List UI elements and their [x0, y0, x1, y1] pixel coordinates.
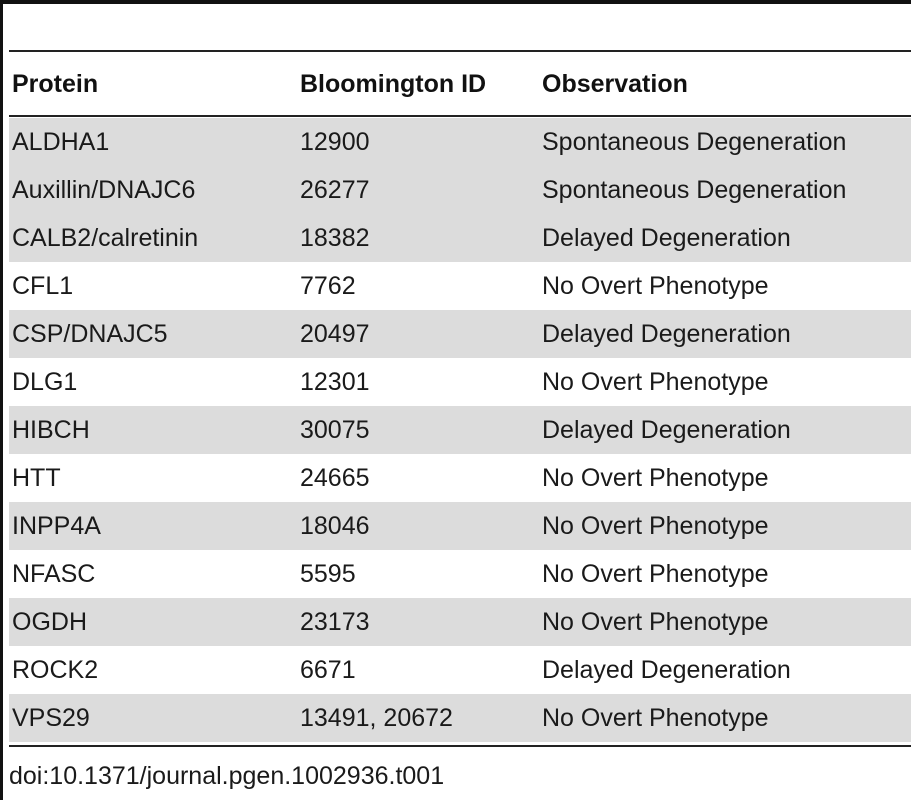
cell-bloomington-id: 13491, 20672: [300, 703, 453, 732]
cell-protein: CSP/DNAJC5: [12, 319, 168, 348]
cell-bloomington-id: 12900: [300, 127, 370, 156]
cell-observation: No Overt Phenotype: [542, 559, 769, 588]
table-bottom-rule: [9, 745, 911, 747]
cell-observation: Delayed Degeneration: [542, 319, 791, 348]
header-observation: Observation: [542, 70, 688, 98]
cell-protein: CALB2/calretinin: [12, 223, 199, 252]
table-row: [9, 646, 911, 694]
cell-bloomington-id: 20497: [300, 319, 370, 348]
cell-protein: VPS29: [12, 703, 90, 732]
header-bloomington-id: Bloomington ID: [300, 70, 487, 98]
cell-bloomington-id: 18382: [300, 223, 370, 252]
cell-protein: OGDH: [12, 607, 87, 636]
table-row: [9, 214, 911, 262]
cell-protein: CFL1: [12, 271, 74, 300]
cell-protein: HTT: [12, 463, 61, 492]
cell-bloomington-id: 6671: [300, 655, 356, 684]
table-row: [9, 166, 911, 214]
cell-bloomington-id: 24665: [300, 463, 370, 492]
left-border-rule: [0, 0, 3, 800]
table-row: [9, 454, 911, 502]
cell-protein: HIBCH: [12, 415, 90, 444]
doi-caption: doi:10.1371/journal.pgen.1002936.t001: [9, 762, 445, 790]
table-row: [9, 502, 911, 550]
table-header-row: [9, 62, 911, 107]
table-row: [9, 358, 911, 406]
cell-protein: Auxillin/DNAJC6: [12, 175, 196, 204]
table-row: [9, 310, 911, 358]
table-row: [9, 694, 911, 742]
cell-observation: Spontaneous Degeneration: [542, 175, 847, 204]
header-protein: Protein: [12, 70, 99, 98]
cell-bloomington-id: 30075: [300, 415, 370, 444]
cell-bloomington-id: 5595: [300, 559, 356, 588]
cell-observation: No Overt Phenotype: [542, 463, 769, 492]
cell-protein: INPP4A: [12, 511, 101, 540]
header-bottom-rule: [9, 115, 911, 117]
cell-bloomington-id: 7762: [300, 271, 356, 300]
cell-observation: No Overt Phenotype: [542, 271, 769, 300]
cell-protein: NFASC: [12, 559, 96, 588]
cell-observation: Delayed Degeneration: [542, 415, 791, 444]
cell-observation: Spontaneous Degeneration: [542, 127, 847, 156]
cell-bloomington-id: 18046: [300, 511, 370, 540]
table-row: [9, 406, 911, 454]
table-row: [9, 262, 911, 310]
cell-bloomington-id: 23173: [300, 607, 370, 636]
table-row: [9, 598, 911, 646]
table-row: [9, 118, 911, 166]
cell-observation: No Overt Phenotype: [542, 367, 769, 396]
cell-protein: DLG1: [12, 367, 78, 396]
cell-observation: Delayed Degeneration: [542, 223, 791, 252]
cell-bloomington-id: 26277: [300, 175, 370, 204]
cell-bloomington-id: 12301: [300, 367, 370, 396]
cell-observation: No Overt Phenotype: [542, 607, 769, 636]
cell-observation: No Overt Phenotype: [542, 703, 769, 732]
table-body: [9, 118, 911, 742]
table-row: [9, 550, 911, 598]
cell-protein: ROCK2: [12, 655, 99, 684]
cell-protein: ALDHA1: [12, 127, 110, 156]
cell-observation: Delayed Degeneration: [542, 655, 791, 684]
top-border-rule: [0, 0, 911, 4]
cell-observation: No Overt Phenotype: [542, 511, 769, 540]
table-top-rule: [9, 50, 911, 52]
